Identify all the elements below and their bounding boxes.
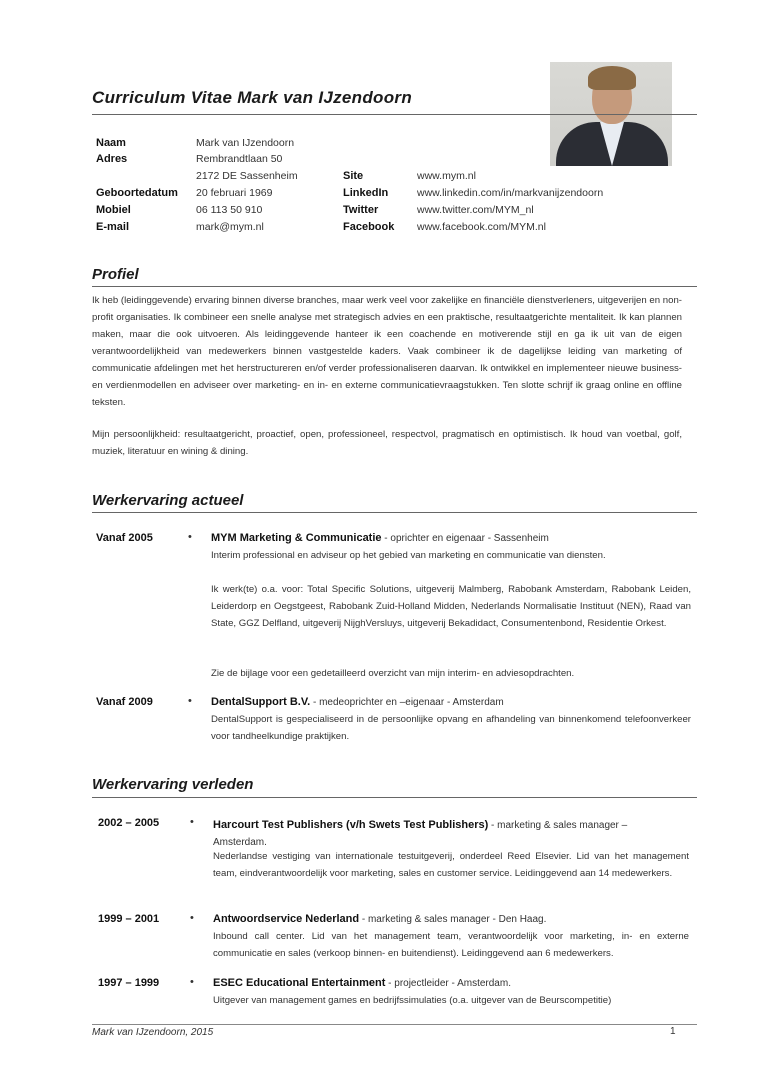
- footer-author: Mark van IJzendoorn, 2015: [92, 1027, 214, 1038]
- section-divider-verleden: [92, 797, 697, 798]
- entry-period: Vanaf 2009: [96, 696, 153, 708]
- bullet-icon: •: [190, 912, 194, 924]
- entry-heading: [213, 817, 683, 851]
- entry-organisation: DentalSupport B.V.: [211, 696, 311, 708]
- profiel-paragraph-1: Ik heb (leidinggevende) ervaring binnen diverse branches, maar werk veel voor zakelijke en financiële dienstverleners, uitgeverijen en non-profit organisaties. Ik combineer een snelle analyse met strategisch advies en een praktische, resultaatgerichte mentaliteit. Ik kan plannen maken, maar die ook uitvoeren. Als leidinggevende hanteer ik een coachende en motiverende stijl en ga ik uit van de eigen verantwoordelijkheid van medewerkers binnen vastgestelde kaders. Vaak combineer ik de dagelijkse leiding van marketing of communicatie afdelingen met het herstructureren en/of verder professionaliseren daarvan. Ik ontwikkel en implementeer nieuwe business- en verdienmodellen en adviseer over marketing- en in- en externe communicatievraagstukken. Ten slotte schrijf ik graag online en offline teksten.: [92, 295, 682, 408]
- section-title-profiel: Profiel: [92, 266, 139, 283]
- section-divider-profiel: [92, 286, 697, 287]
- section-title-verleden: Werkervaring verleden: [92, 776, 254, 793]
- label-facebook: Facebook: [343, 221, 395, 233]
- title-divider: [92, 114, 697, 115]
- entry-role: - oprichter en eigenaar - Sassenheim: [381, 533, 549, 544]
- entry-description: Uitgever van management games en bedrijfssimulaties (o.a. uitgever van de Beurscompetitie): [213, 995, 612, 1006]
- value-mobiel: 06 113 50 910: [196, 204, 263, 216]
- entry-heading: [211, 696, 504, 708]
- label-geboortedatum: Geboortedatum: [96, 187, 178, 199]
- section-divider-actueel: [92, 512, 697, 513]
- bullet-icon: •: [188, 695, 192, 707]
- entry-period: 1997 – 1999: [98, 977, 160, 989]
- entry-role: - projectleider - Amsterdam.: [385, 978, 511, 989]
- entry-organisation: ESEC Educational Entertainment: [213, 977, 386, 989]
- entry-clients: Ik werk(te) o.a. voor: Total Specific Solutions, uitgeverij Malmberg, Rabobank Amsterdam, Rabobank Leiden, Leiderdorp en Oegstgeest, Rabobank Zuid-Holland Midden, Nederlands Normalisatie Instituut (NEN), Raad van State, GGZ Delfland, uitgeverij NijghVersluys, uitgeverij Bekadidact, Consumentenbond, Residentie Orkest.: [211, 584, 691, 629]
- entry-description: Interim professional en adviseur op het gebied van marketing en communicatie van diensten.: [211, 550, 606, 561]
- value-twitter[interactable]: www.twitter.com/MYM_nl: [417, 204, 534, 216]
- label-mobiel: Mobiel: [96, 204, 131, 216]
- label-adres: Adres: [96, 153, 128, 165]
- value-adres: Rembrandtlaan 50: [196, 153, 283, 165]
- entry-organisation: Antwoordservice Nederland: [213, 913, 360, 925]
- entry-organisation: MYM Marketing & Communicatie: [211, 532, 382, 544]
- entry-role: - marketing & sales manager - Den Haag.: [359, 914, 547, 925]
- entry-description: DentalSupport is gespecialiseerd in de persoonlijke opvang en afhandeling van binnenkomend telefoonverkeer voor tandheelkundige praktijken.: [211, 714, 691, 742]
- entry-note: Zie de bijlage voor een gedetailleerd overzicht van mijn interim- en adviesopdrachten.: [211, 668, 575, 679]
- label-site: Site: [343, 170, 364, 182]
- entry-role: - marketing & sales manager – Amsterdam.: [213, 820, 628, 848]
- value-facebook[interactable]: www.facebook.com/MYM.nl: [417, 221, 546, 233]
- entry-period: 2002 – 2005: [98, 817, 160, 829]
- entry-description: Inbound call center. Lid van het management team, verantwoordelijk voor marketing, in- en externe communicatie en sales (verkoop binnen- en buitendienst). Leidinggevend aan 6 medewerkers.: [213, 931, 689, 959]
- label-email: E-mail: [96, 221, 130, 233]
- entry-heading: [213, 977, 511, 989]
- entry-heading: [211, 532, 549, 544]
- page-number: 1: [670, 1026, 676, 1037]
- label-linkedin: LinkedIn: [343, 187, 389, 199]
- label-naam: Naam: [96, 137, 126, 149]
- entry-heading: [213, 913, 546, 925]
- section-title-actueel: Werkervaring actueel: [92, 492, 244, 509]
- entry-period: 1999 – 2001: [98, 913, 160, 925]
- profiel-paragraph-2: Mijn persoonlijkheid: resultaatgericht, proactief, open, professioneel, respectvol, pragmatisch en optimistisch. Ik houd van voetbal, golf, muziek, literatuur en wining & dining.: [92, 429, 682, 457]
- bullet-icon: •: [188, 531, 192, 543]
- entry-organisation: Harcourt Test Publishers (v/h Swets Test Publishers): [213, 819, 489, 831]
- bullet-icon: •: [190, 816, 194, 828]
- entry-role: - medeoprichter en –eigenaar - Amsterdam: [310, 697, 504, 708]
- value-postcode: 2172 DE Sassenheim: [196, 170, 298, 182]
- value-geboortedatum: 20 februari 1969: [196, 187, 273, 199]
- value-naam: Mark van IJzendoorn: [196, 137, 295, 149]
- footer-divider: [92, 1024, 697, 1025]
- value-linkedin[interactable]: www.linkedin.com/in/markvanijzendoorn: [417, 187, 604, 199]
- value-email: mark@mym.nl: [196, 221, 264, 233]
- document-title: Curriculum Vitae Mark van IJzendoorn: [92, 88, 413, 107]
- entry-period: Vanaf 2005: [96, 532, 153, 544]
- value-site[interactable]: www.mym.nl: [417, 170, 476, 182]
- entry-description: Nederlandse vestiging van internationale testuitgeverij, onderdeel Reed Elsevier. Lid van het management team, eindverantwoordelijk voor marketing, sales en customer service. Leidinggevend aan 14 medewerkers.: [213, 851, 689, 879]
- label-twitter: Twitter: [343, 204, 379, 216]
- bullet-icon: •: [190, 976, 194, 988]
